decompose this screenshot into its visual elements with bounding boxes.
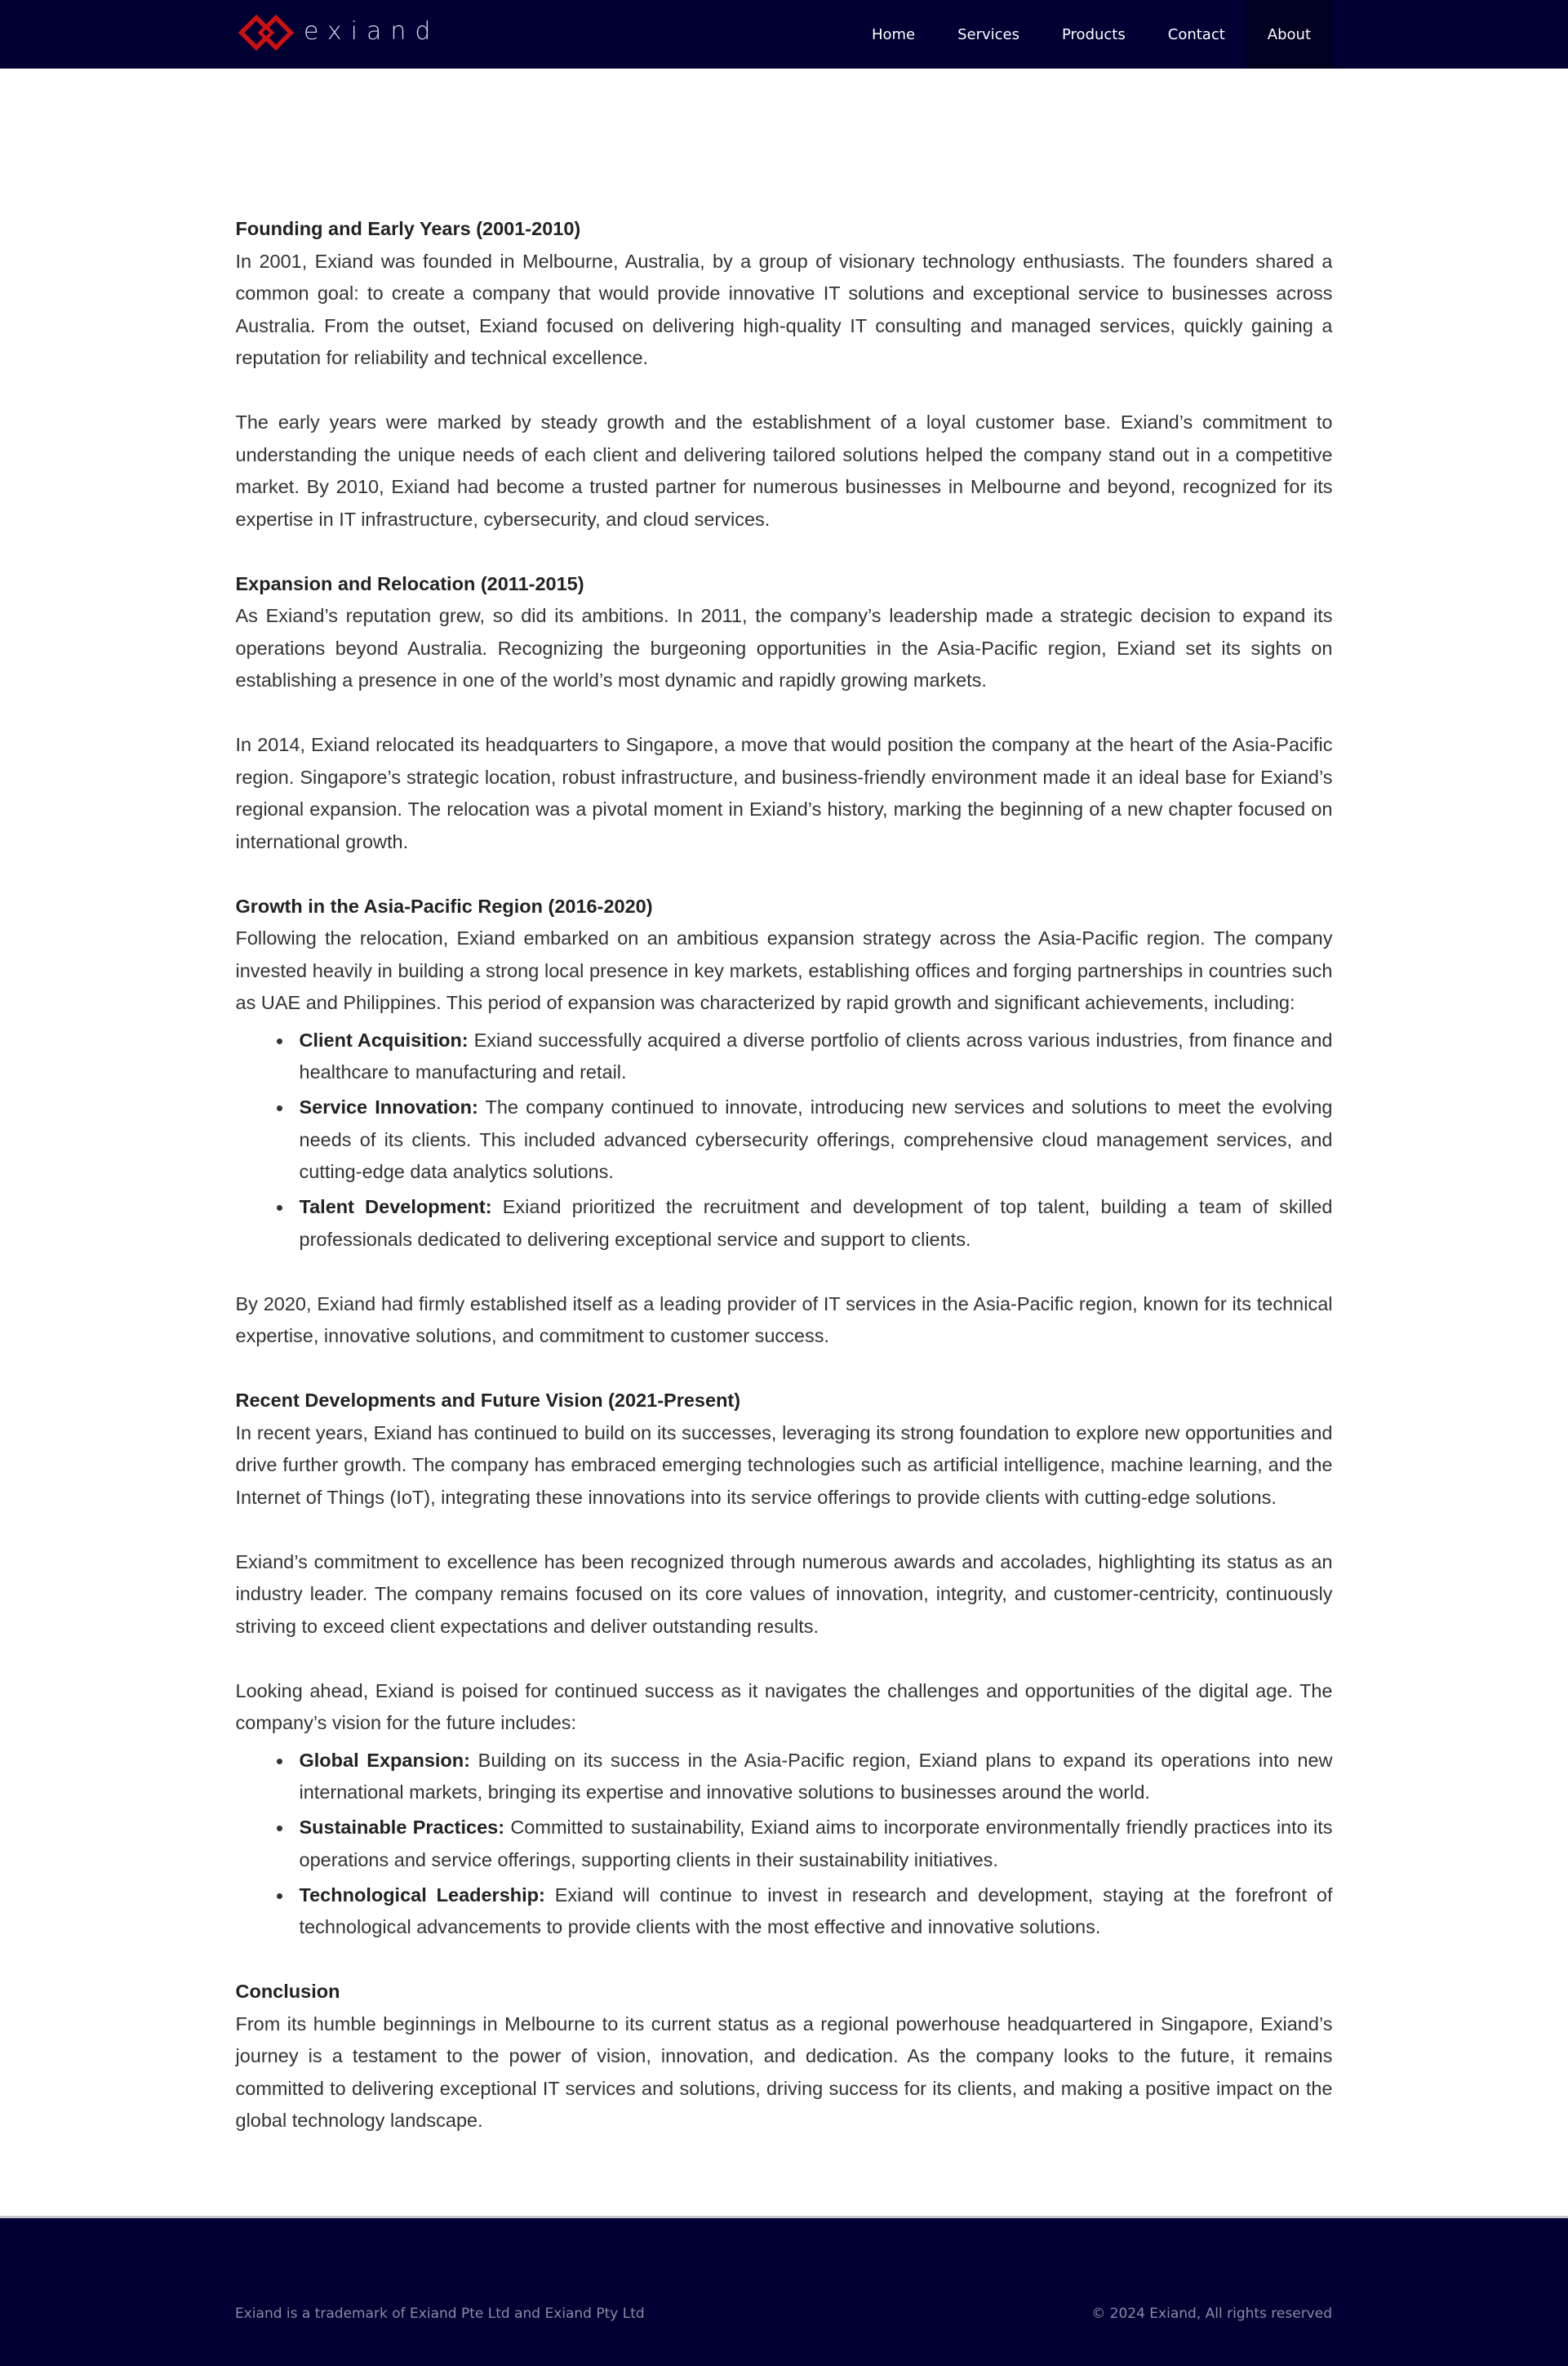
- list-item-lead: Client Acquisition:: [299, 1029, 469, 1051]
- list-item: [300, 1745, 1333, 1809]
- main-nav: [851, 0, 1332, 69]
- section-founding: [236, 213, 1333, 536]
- section-growth: [236, 891, 1333, 1353]
- logo-diamonds-icon: [235, 10, 300, 59]
- list-item-text: Building on its success in the Asia-Pacific region, Exiand plans to expand its operations into new international markets, bringing its expertise and innovative solutions to businesses around the world.: [299, 1749, 1333, 1803]
- nav-products[interactable]: Products: [1062, 25, 1126, 43]
- about-content: [236, 69, 1333, 2216]
- paragraph: In 2001, Exiand was founded in Melbourne, Australia, by a group of visionary technology enthusiasts. The founders shared a common goal: to create a company that would provide innovative IT solutions and exceptional service to businesses across Australia. From the outset, Exiand focused on delivering high-quality IT consulting and managed services, quickly gaining a reputation for reliability and technical excellence.: [235, 250, 1333, 368]
- trademark-notice: Exiand is a trademark of Exiand Pte Ltd and Exiand Pty Ltd: [235, 2305, 645, 2322]
- paragraph: Following the relocation, Exiand embarked on an ambitious expansion strategy across the Asia-Pacific region. The company invested heavily in building a strong local presence in key markets, establishing offices and forging partnerships in countries such as UAE and Philippines. This period of expansion was characterized by rapid growth and significant achievements, including:: [235, 927, 1333, 1013]
- site-header: [0, 0, 1568, 69]
- list-item: [300, 1191, 1333, 1256]
- list-item-text: Exiand successfully acquired a diverse portfolio of clients across various industries, from finance and healthcare to manufacturing and retail.: [299, 1029, 1333, 1083]
- list-item-text: The company continued to innovate, introducing new services and solutions to meet the evolving needs of its clients. This included advanced cybersecurity offerings, comprehensive cloud management services, and cutting-edge data analytics solutions.: [299, 1096, 1333, 1182]
- section-conclusion: [236, 1976, 1333, 2137]
- section-title: Growth in the Asia-Pacific Region (2016-2020): [235, 895, 653, 917]
- paragraph: In recent years, Exiand has continued to build on its successes, leveraging its strong foundation to explore new opportunities and drive further growth. The company has embraced emerging technologies such as artificial intelligence, machine learning, and the Internet of Things (IoT), integrating these innovations into its service offerings to provide clients with cutting-edge solutions.: [235, 1421, 1333, 1508]
- paragraph: As Exiand’s reputation grew, so did its ambitions. In 2011, the company’s leadership made a strategic decision to expand its operations beyond Australia. Recognizing the burgeoning opportunities in the Asia-Pacific region, Exiand set its sights on establishing a presence in one of the world’s most dynamic and rapidly growing markets.: [235, 605, 1333, 691]
- nav-contact[interactable]: Contact: [1167, 25, 1225, 43]
- section-title: Expansion and Relocation (2011-2015): [235, 572, 584, 594]
- logo-wordmark: exiand: [304, 16, 440, 46]
- list-item: [300, 1092, 1333, 1189]
- list-item-lead: Service Innovation:: [299, 1096, 478, 1118]
- list-item-lead: Technological Leadership:: [299, 1883, 545, 1906]
- list-item-lead: Global Expansion:: [299, 1749, 470, 1771]
- list-item: [300, 1025, 1333, 1089]
- list-item-lead: Sustainable Practices:: [299, 1817, 505, 1838]
- list-item: [300, 1812, 1333, 1876]
- vision-list: [236, 1745, 1333, 1944]
- paragraph: The early years were marked by steady growth and the establishment of a loyal customer base. Exiand’s commitment to understanding the unique needs of each client and delivering tailored solutions helped the company stand out in a competitive market. By 2010, Exiand had become a trusted partner for numerous businesses in Melbourne and beyond, recognized for its expertise in IT infrastructure, cybersecurity, and cloud services.: [235, 411, 1333, 530]
- section-expansion: [236, 568, 1333, 859]
- logo-link[interactable]: [235, 0, 439, 69]
- paragraph: Looking ahead, Exiand is poised for continued success as it navigates the challenges and opportunities of the digital age. The company’s vision for the future includes:: [235, 1679, 1333, 1733]
- list-item-text: Exiand will continue to invest in research and development, staying at the forefront of technological advancements to provide clients with the most effective and innovative solutions.: [299, 1883, 1333, 1937]
- footer-inner: [235, 2306, 1332, 2322]
- nav-services[interactable]: Services: [957, 25, 1020, 43]
- copyright-notice: © 2024 Exiand, All rights reserved: [1091, 2305, 1332, 2322]
- section-title: Founding and Early Years (2001-2010): [235, 218, 581, 239]
- list-item-text: Committed to sustainability, Exiand aims to incorporate environmentally friendly practices into its operations and service offerings, supporting clients in their sustainability initiatives.: [299, 1817, 1333, 1870]
- paragraph: From its humble beginnings in Melbourne to its current status as a regional powerhouse headquartered in Singapore, Exiand’s journey is a testament to the power of vision, innovation, and dedication. As the company looks to the future, it remains committed to delivering exceptional IT services and solutions, driving success for its clients, and making a positive impact on the global technology landscape.: [235, 2012, 1333, 2131]
- section-recent: [236, 1385, 1333, 1944]
- achievements-list: [236, 1025, 1333, 1256]
- paragraph: Exiand’s commitment to excellence has been recognized through numerous awards and accolades, highlighting its status as an industry leader. The company remains focused on its core values of innovation, integrity, and customer-centricity, continuously striving to exceed client expectations and deliver outstanding results.: [235, 1550, 1333, 1637]
- section-title: Conclusion: [235, 1981, 340, 2002]
- nav-home[interactable]: Home: [871, 25, 916, 43]
- list-item: [300, 1879, 1333, 1944]
- site-footer: [0, 2216, 1568, 2366]
- list-item-text: Exiand prioritized the recruitment and development of top talent, building a team of skilled professionals dedicated to delivering exceptional service and support to clients.: [299, 1196, 1333, 1250]
- section-title: Recent Developments and Future Vision (2021-Present): [235, 1390, 741, 1411]
- list-item-lead: Talent Development:: [299, 1196, 492, 1217]
- paragraph: In 2014, Exiand relocated its headquarters to Singapore, a move that would position the company at the heart of the Asia-Pacific region. Singapore’s strategic location, robust infrastructure, and business-friendly environment made it an ideal base for Exiand’s regional expansion. The relocation was a pivotal moment in Exiand’s history, marking the beginning of a new chapter focused on international growth.: [235, 734, 1333, 852]
- header-inner: [235, 0, 1332, 69]
- nav-about[interactable]: About: [1246, 0, 1332, 69]
- paragraph: By 2020, Exiand had firmly established itself as a leading provider of IT services in the Asia-Pacific region, known for its technical expertise, innovative solutions, and commitment to customer success.: [235, 1292, 1333, 1346]
